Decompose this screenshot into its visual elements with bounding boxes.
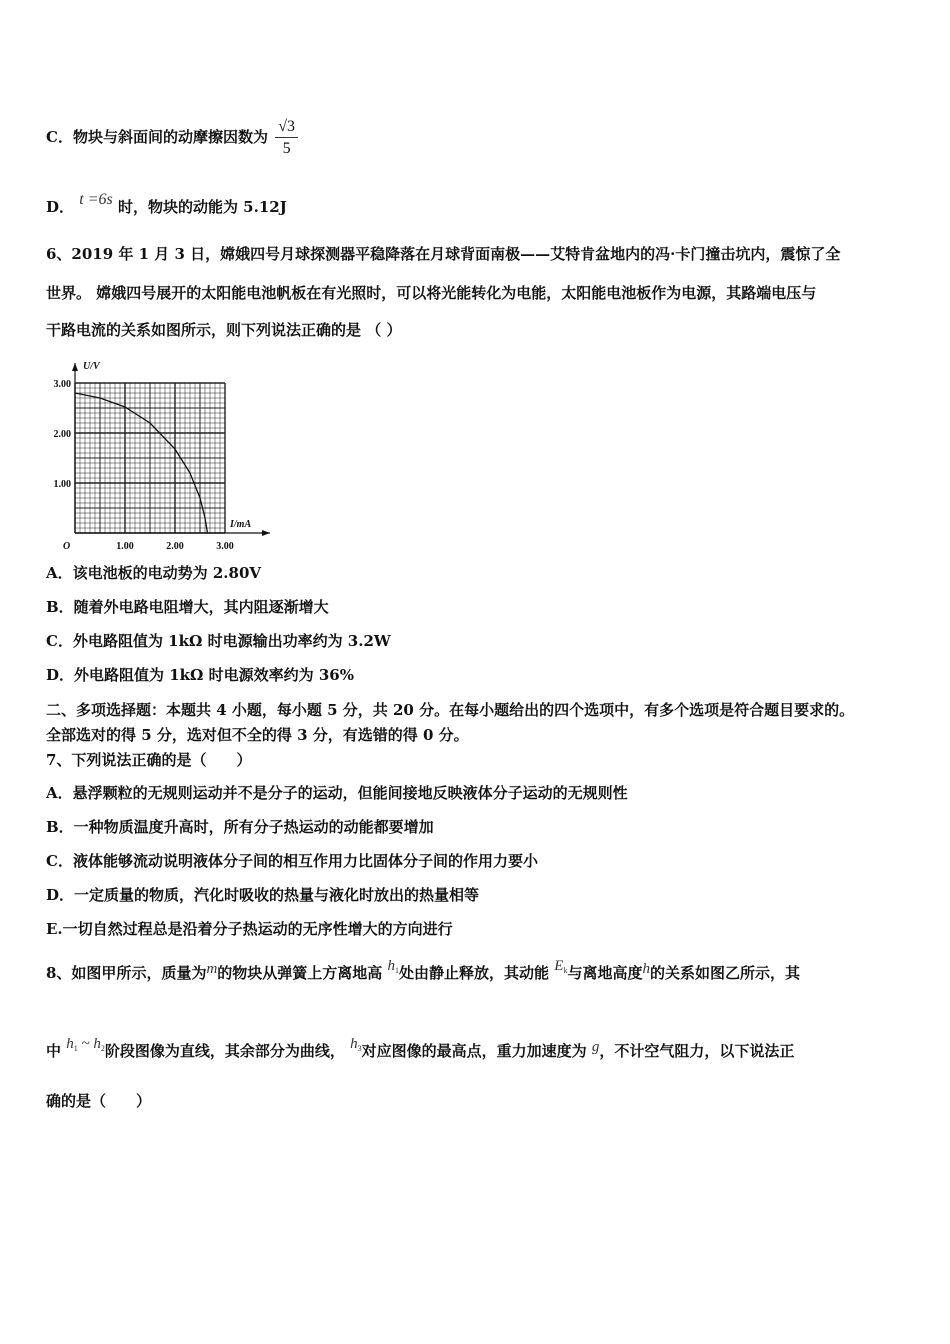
q8-subscript: 1 (73, 1044, 78, 1053)
q8-h-letter: h (350, 1036, 358, 1052)
q7-option-c: C．液体能够流动说明液体分子间的相互作用力比固体分子间的作用力要小 (46, 852, 538, 870)
q8-subscript: 2 (100, 1044, 105, 1053)
q8-stem-line-1 (46, 958, 800, 983)
q6-option-b: B．随着外电路电阻增大，其内阻逐渐增大 (46, 598, 329, 616)
y-tick-label: 2.00 (53, 429, 71, 440)
q5-option-c (46, 118, 298, 158)
y-tick-label: 1.00 (53, 479, 71, 490)
x-tick-label: 3.00 (216, 541, 234, 552)
fraction-denominator: 5 (282, 140, 291, 157)
q8-text: 8、如图甲所示，质量为 (46, 964, 207, 982)
q6-option-a: A．该电池板的电动势为 2.80V (46, 564, 262, 582)
q8-h-letter: h (387, 958, 396, 974)
q8-text: ，不计空气阻力，以下说法正 (599, 1042, 795, 1060)
q8-text: 对应图像的最高点，重力加速度为 (361, 1042, 587, 1060)
q5-option-d (46, 191, 287, 217)
q7-option-a: A．悬浮颗粒的无规则运动并不是分子的运动，但能间接地反映液体分子运动的无规则性 (46, 784, 628, 802)
x-axis-label: I/mA (230, 519, 252, 530)
q8-text: 的关系如图乙所示，其 (649, 964, 800, 982)
x-axis-arrow (262, 530, 270, 536)
q8-text: 与离地高度 (567, 964, 643, 982)
q8-h-letter: h (93, 1036, 101, 1052)
q7-option-d: D．一定质量的物质，汽化时吸收的热量与液化时放出的热量相等 (46, 886, 480, 904)
q8-ek-symbol (554, 958, 567, 974)
q8-h3-symbol (350, 1036, 362, 1052)
q8-h1-h2-range (66, 1036, 105, 1052)
q8-e-letter: E (554, 958, 564, 974)
q8-text: 中 (46, 1042, 62, 1060)
q8-subscript: k (563, 966, 568, 975)
q8-text: 的物块从弹簧上方离地高 (217, 964, 383, 982)
q7-stem: 7、下列说法正确的是（ ） (46, 751, 252, 769)
q7-option-e: E.一切自然过程总是沿着分子热运动的无序性增大的方向进行 (46, 920, 453, 938)
q5-option-c-fraction (275, 118, 298, 158)
q6-stem-line-2: 世界。 嫦娥四号展开的太阳能电池帆板在有光照时，可以将光能转化为电能，太阳能电池板作为电源，其路端电压与 (46, 284, 817, 302)
q5-option-d-label: D． (46, 198, 75, 216)
q6-stem-line-1: 6、2019 年 1 月 3 日，嫦娥四号月球探测器平稳降落在月球背面南极——艾特肯盆地内的冯·卡门撞击坑内，震惊了全 (46, 245, 841, 263)
chart-labels (54, 361, 252, 552)
q6-option-c: C．外电路阻值为 1kΩ 时电源输出功率约为 3.2W (46, 632, 391, 650)
q8-h-symbol: h (642, 961, 650, 977)
q8-text: 阶段图像为直线，其余部分为曲线， (104, 1042, 345, 1060)
x-tick-label: 2.00 (166, 541, 184, 552)
q8-subscript: 1 (395, 966, 400, 975)
q8-text: 处由静止释放，其动能 (399, 964, 550, 982)
q8-h-letter: h (66, 1036, 74, 1052)
section2-line-1: 二、多项选择题：本题共 4 小题，每小题 5 分，共 20 分。在每小题给出的四个选项中，有多个选项是符合题目要求的。 (46, 701, 855, 719)
q8-g-symbol: g (591, 1039, 600, 1055)
origin-label: O (63, 541, 71, 552)
q7-option-b: B．一种物质温度升高时，所有分子热运动的动能都要增加 (46, 818, 434, 836)
y-tick-label: 3.00 (53, 379, 71, 390)
q8-subscript: 3 (357, 1044, 362, 1053)
section2-line-2: 全部选对的得 5 分，选对但不全的得 3 分，有选错的得 0 分。 (46, 726, 469, 744)
q5-option-d-math: t =6s (79, 191, 113, 208)
q8-stem-line-3: 确的是（ ） (46, 1092, 152, 1110)
fraction-numerator: √3 (275, 118, 298, 138)
q8-mass-symbol: m (206, 961, 218, 977)
q6-option-d: D．外电路阻值为 1kΩ 时电源效率约为 36% (46, 666, 354, 684)
y-axis-label: U/V (83, 361, 100, 372)
chart-axes (72, 363, 270, 536)
q8-tilde: ~ (77, 1036, 94, 1052)
q5-option-c-text: C．物块与斜面间的动摩擦因数为 (46, 128, 268, 146)
x-tick-label: 1.00 (116, 541, 134, 552)
y-axis-arrow (72, 363, 78, 371)
q5-option-d-text: 时，物块的动能为 5.12J (117, 198, 287, 216)
q8-stem-line-2 (46, 1036, 795, 1061)
q8-h1-symbol (388, 958, 400, 974)
ui-chart (42, 353, 272, 553)
q6-stem-line-3: 干路电流的关系如图所示，则下列说法正确的是 （ ） (46, 321, 402, 339)
